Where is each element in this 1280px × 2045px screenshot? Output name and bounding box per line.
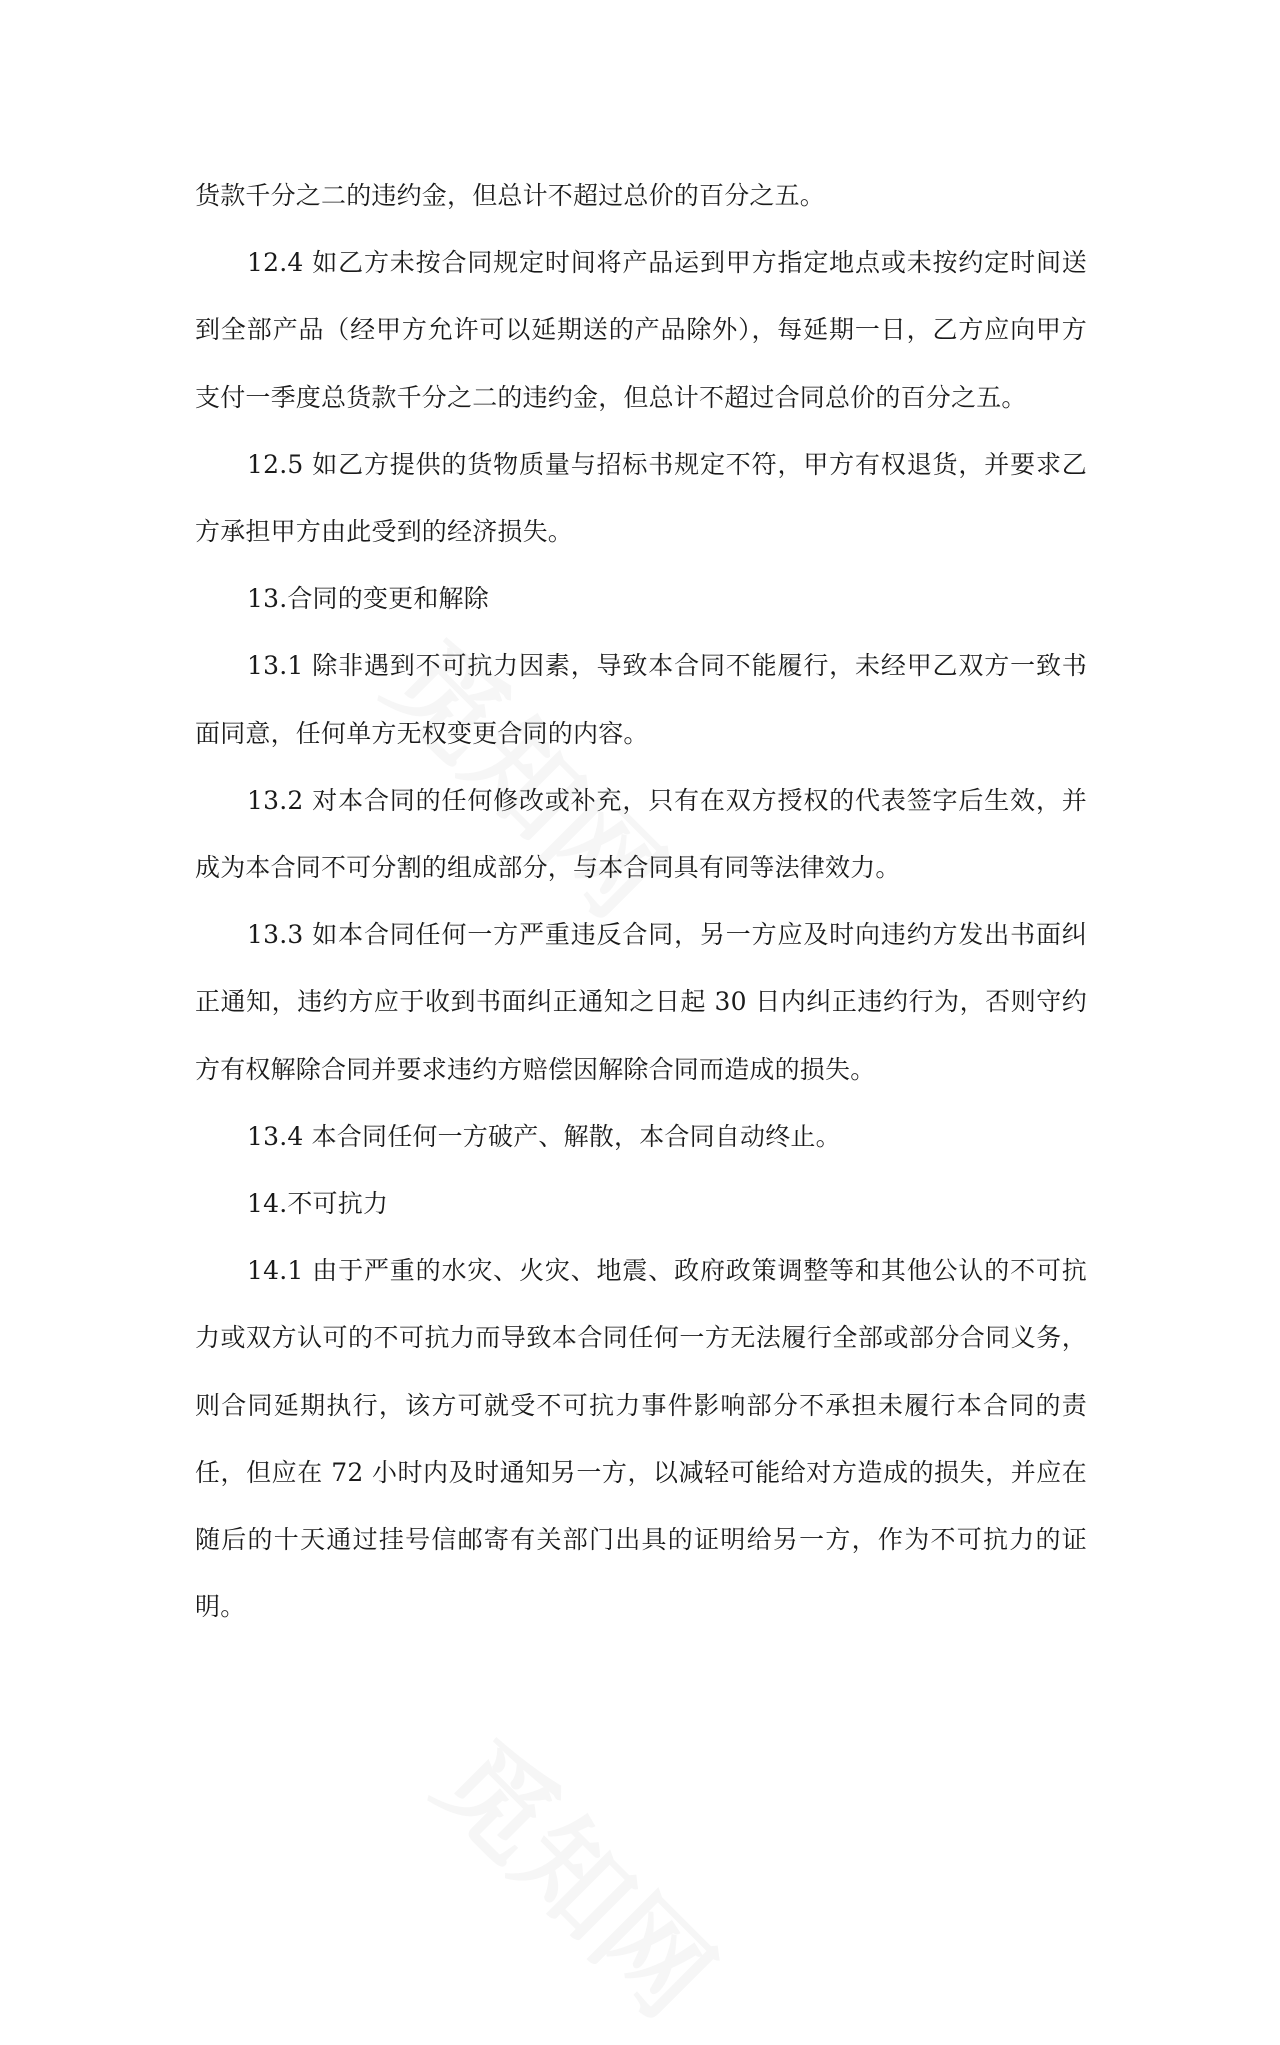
clause-13-3: 13.3 如本合同任何一方严重违反合同，另一方应及时向违约方发出书面纠正通知，违约方应于收到书面纠正通知之日起 30 日内纠正违约行为，否则守约方有权解除合同并要求违约方赔偿因解除合同而造成的损失。 bbox=[195, 920, 1087, 1084]
watermark-bottom bbox=[408, 1700, 753, 2045]
section-13-heading: 13.合同的变更和解除 bbox=[247, 584, 489, 614]
clause-13-1: 13.1 除非遇到不可抗力因素，导致本合同不能履行，未经甲乙双方一致书面同意，任何单方无权变更合同的内容。 bbox=[195, 651, 1087, 748]
clause-12-5: 12.5 如乙方提供的货物质量与招标书规定不符，甲方有权退货，并要求乙方承担甲方由此受到的经济损失。 bbox=[195, 449, 1087, 547]
section-14-heading: 14.不可抗力 bbox=[247, 1189, 389, 1219]
clause-13-2: 13.2 对本合同的任何修改或补充，只有在双方授权的代表签字后生效，并成为本合同不可分割的组成部分，与本合同具有同等法律效力。 bbox=[195, 785, 1087, 883]
clause-13-4: 13.4 本合同任何一方破产、解散，本合同自动终止。 bbox=[247, 1121, 841, 1151]
document-body bbox=[195, 162, 1087, 1640]
clause-12-4: 12.4 如乙方未按合同规定时间将产品运到甲方指定地点或未按约定时间送到全部产品（经甲方允许可以延期送的产品除外），每延期一日，乙方应向甲方支付一季度总货款千分之二的违约金，但总计不超过合同总价的百分之五。 bbox=[195, 248, 1087, 412]
paragraph-continuation: 货款千分之二的违约金，但总计不超过总价的百分之五。 bbox=[195, 181, 826, 210]
clause-14-1: 14.1 由于严重的水灾、火灾、地震、政府政策调整等和其他公认的不可抗力或双方认可的不可抗力而导致本合同任何一方无法履行全部或部分合同义务，则合同延期执行，该方可就受不可抗力事件影响部分不承担未履行本合同的责任，但应在 72 小时内及时通知另一方，以减轻可能给对方造成的损失，并应在随后的十天通过挂号信邮寄有关部门出具的证明给另一方，作为不可抗力的证明。 bbox=[195, 1256, 1087, 1622]
